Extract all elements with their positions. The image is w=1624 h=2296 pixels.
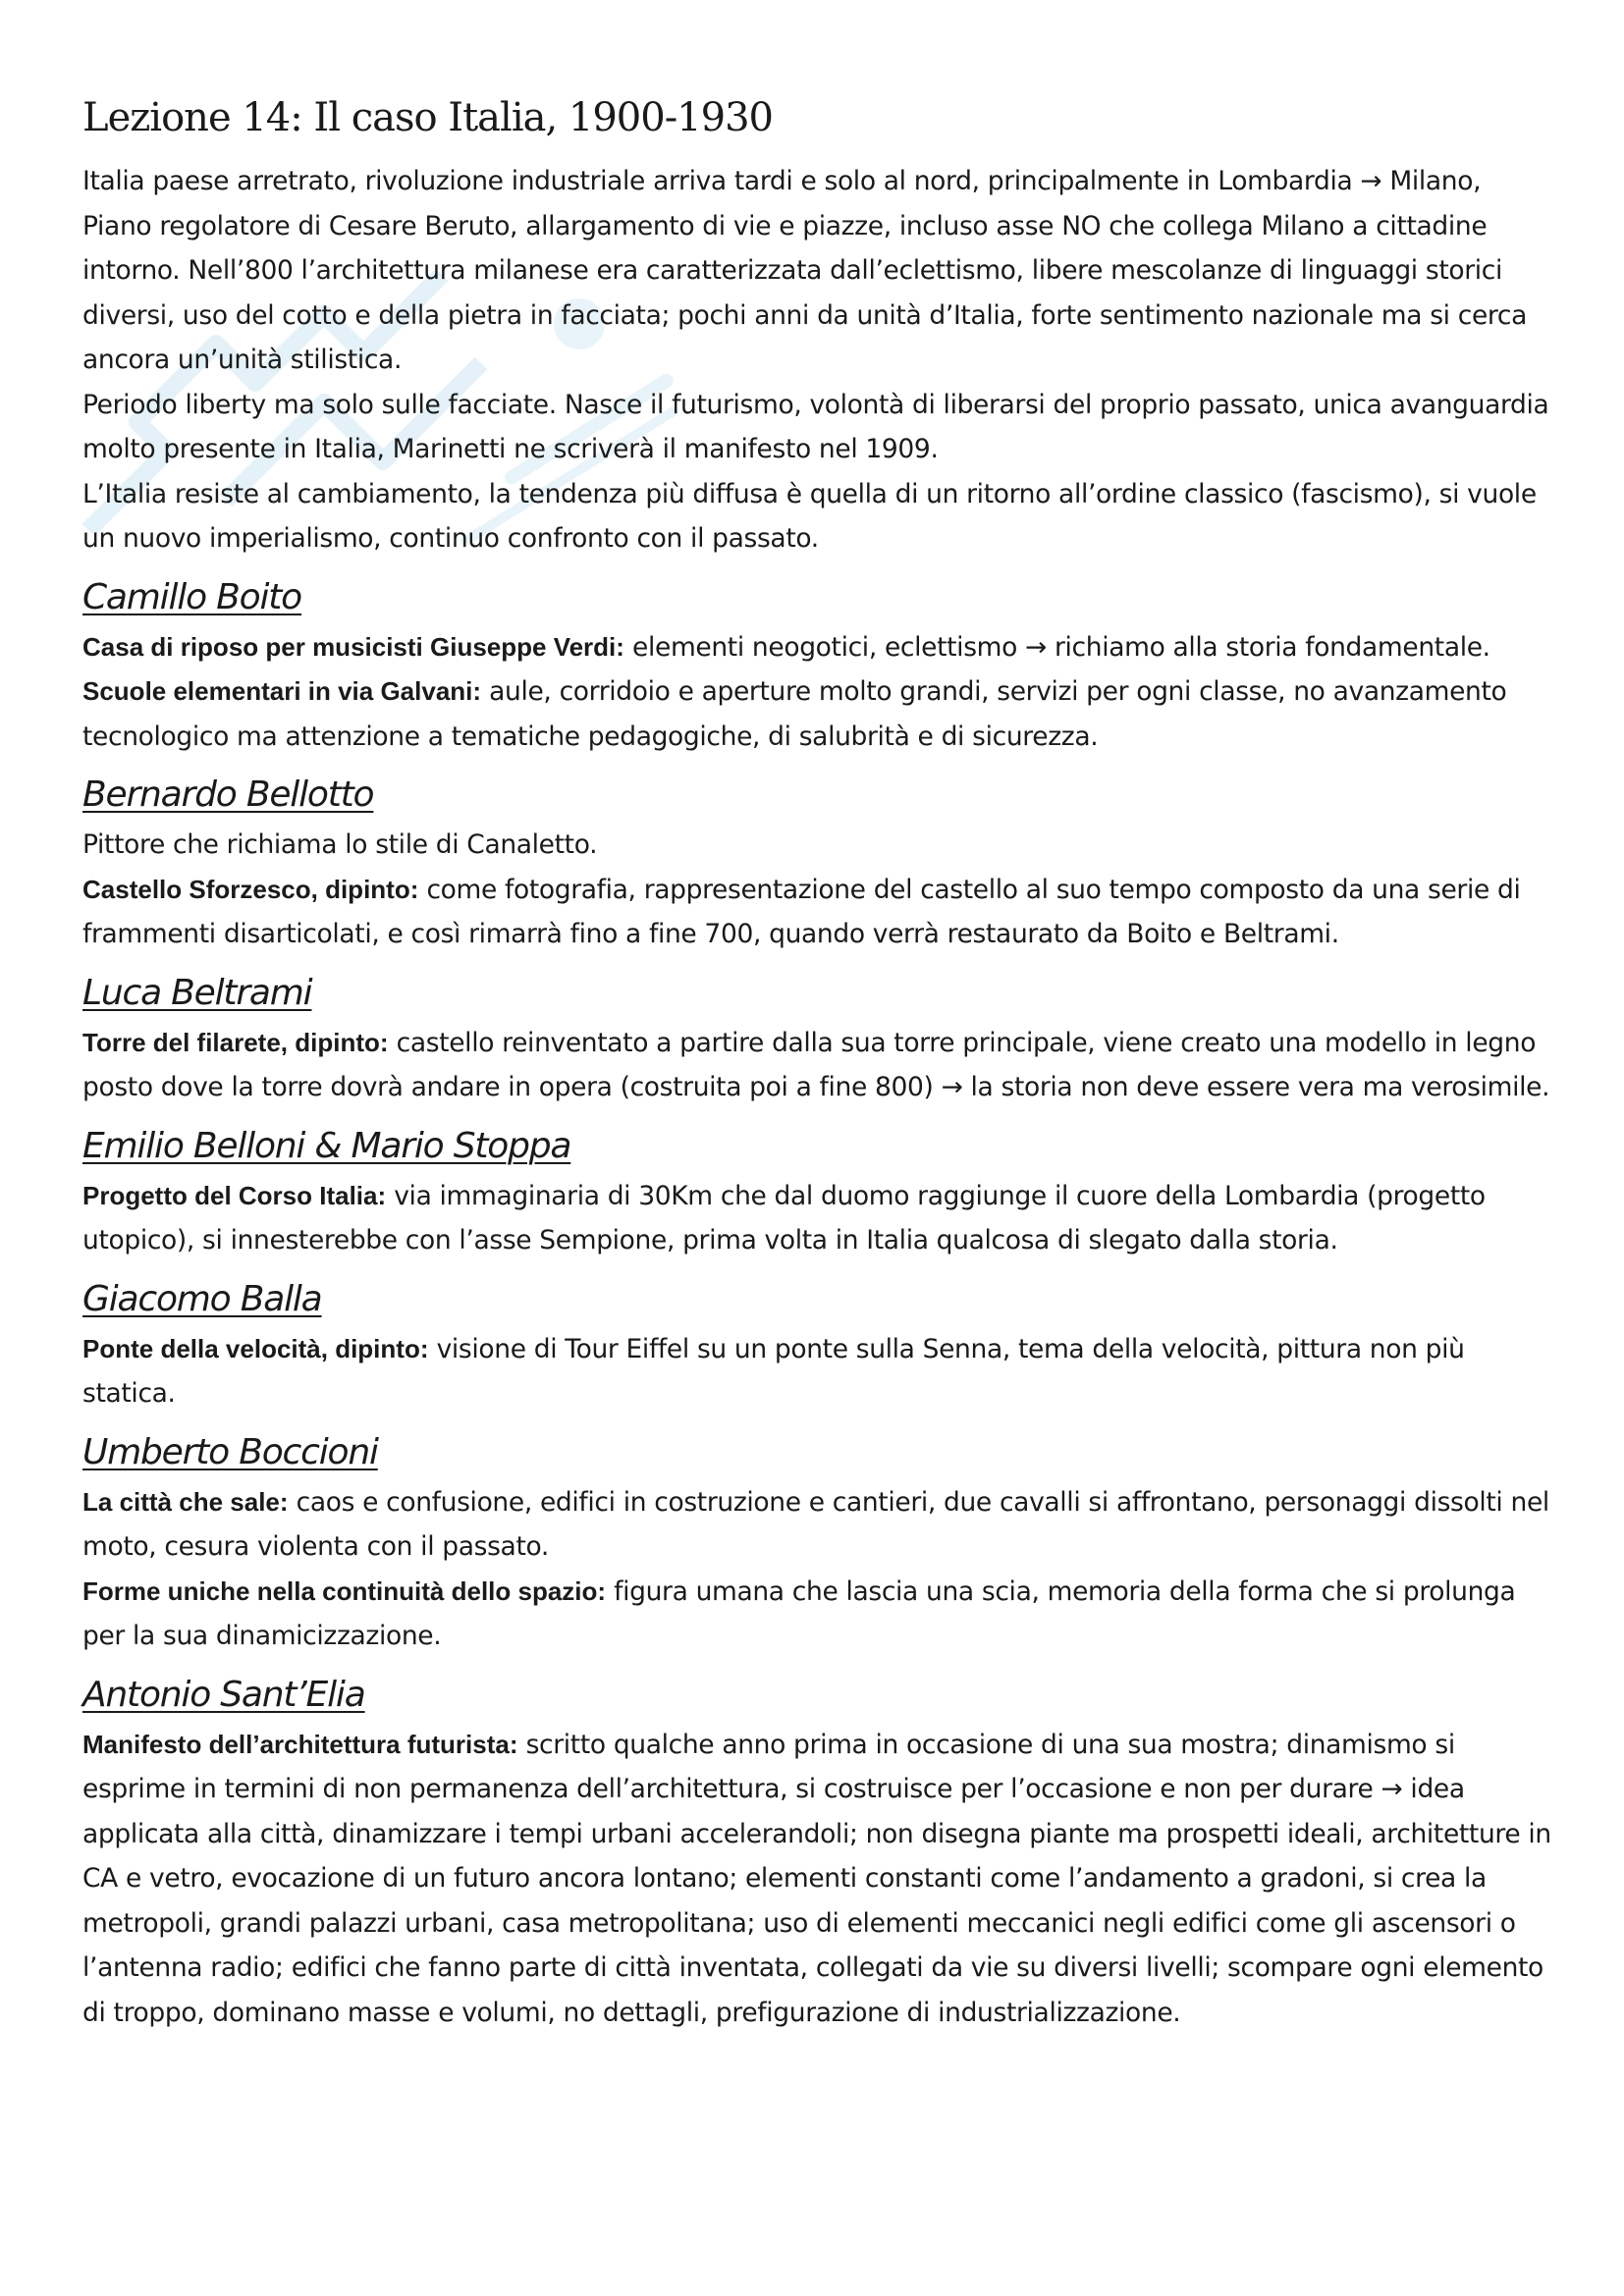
section-paragraph (82, 1327, 1555, 1416)
section-heading: Umberto Boccioni (82, 1431, 378, 1472)
section-umberto-boccioni (82, 1430, 1555, 1659)
work-label: La città che sale: (82, 1486, 289, 1517)
work-text: via immaginaria di 30Km che dal duomo raggiunge il cuore della Lombardia (progetto utopico), si innesterebbe con l’asse Sempione, prima volta in Italia qualcosa di slegato dalla storia. (82, 1180, 1486, 1255)
work-label: Scuole elementari in via Galvani: (82, 676, 482, 706)
section-paragraph (82, 1480, 1555, 1570)
work-label: Manifesto dell’architettura futurista: (82, 1729, 518, 1759)
work-label: Progetto del Corso Italia: (82, 1180, 387, 1210)
section-paragraph (82, 1723, 1555, 2036)
section-paragraph (82, 1570, 1555, 1659)
section-paragraph (82, 625, 1555, 670)
section-heading: Camillo Boito (82, 576, 302, 617)
work-text: aule, corridoio e aperture molto grandi, servizi per ogni classe, no avanzamento tecnologico ma attenzione a tematiche pedagogiche, di salubrità e di sicurezza. (82, 676, 1507, 752)
section-belloni-stoppa (82, 1124, 1555, 1263)
work-text: castello reinventato a partire dalla sua torre principale, viene creato una modello in legno posto dove la torre dovrà andare in opera (costruita poi a fine 800) → la storia non deve essere vera ma verosimile. (82, 1027, 1550, 1102)
work-label: Forme uniche nella continuità dello spazio: (82, 1575, 607, 1606)
work-label: Ponte della velocità, dipinto: (82, 1333, 429, 1363)
work-label: Castello Sforzesco, dipinto: (82, 874, 419, 904)
work-text: scritto qualche anno prima in occasione di una sua mostra; dinamismo si esprime in termini di non permanenza dell’architettura, si costruisce per l’occasione e non per durare → idea applicata alla città, dinamizzare i tempi urbani accelerandoli; non disegna piante ma prospetti ideali, architetture in CA e vetro, evocazione di un futuro ancora lontano; elementi constanti come l’andamento a gradoni, si crea la metropoli, grandi palazzi urbani, casa metropolitana; uso di elementi meccanici negli edifici come gli ascensori o l’antenna radio; edifici che fanno parte di città inventata, collegati da vie su diversi livelli; scompare ogni elemento di troppo, dominano masse e volumi, no dettagli, prefigurazione di industrializzazione. (82, 1729, 1551, 2028)
work-text: elementi neogotici, eclettismo → richiamo alla storia fondamentale. (623, 631, 1490, 663)
work-text: caos e confusione, edifici in costruzione e cantieri, due cavalli si affrontano, personaggi dissolti nel moto, cesura violenta con il passato. (82, 1486, 1549, 1562)
work-text: figura umana che lascia una scia, memoria della forma che si prolunga per la sua dinamicizzazione. (82, 1575, 1516, 1651)
work-text: Pittore che richiama lo stile di Canaletto. (82, 829, 598, 860)
section-paragraph (82, 1021, 1555, 1110)
intro-paragraph: Periodo liberty ma solo sulle facciate. Nasce il futurismo, volontà di liberarsi del proprio passato, unica avanguardia molto presente in Italia, Marinetti ne scriverà il manifesto nel 1909. (82, 389, 1549, 464)
work-label: Torre del filarete, dipinto: (82, 1027, 389, 1057)
intro (82, 159, 1555, 561)
section-antonio-santelia (82, 1673, 1555, 2036)
document-page (82, 94, 1555, 2035)
work-text: come fotografia, rappresentazione del castello al suo tempo composto da una serie di frammenti disarticolati, e così rimarrà fino a fine 700, quando verrà restaurato da Boito e Beltrami. (82, 874, 1521, 949)
section-giacomo-balla (82, 1277, 1555, 1416)
section-luca-beltrami (82, 971, 1555, 1110)
page-title: Lezione 14: Il caso Italia, 1900-1930 (82, 95, 773, 140)
section-heading: Emilio Belloni & Mario Stoppa (82, 1125, 571, 1166)
section-heading: Bernardo Bellotto (82, 774, 374, 815)
work-text: visione di Tour Eiffel su un ponte sulla Senna, tema della velocità, pittura non più statica. (82, 1333, 1465, 1409)
intro-paragraph: Italia paese arretrato, rivoluzione industriale arriva tardi e solo al nord, principalmente in Lombardia → Milano, Piano regolatore di Cesare Beruto, allargamento di vie e piazze, incluso asse NO che collega Milano a cittadine intorno. Nell’800 l’architettura milanese era caratterizzata dall’eclettismo, libere mescolanze di linguaggi storici diversi, uso del cotto e della pietra in facciata; pochi anni da unità d’Italia, forte sentimento nazionale ma si cerca ancora un’unità stilistica. (82, 166, 1527, 375)
section-heading: Antonio Sant’Elia (82, 1674, 365, 1715)
section-bernardo-bellotto (82, 773, 1555, 957)
section-heading: Giacomo Balla (82, 1278, 322, 1319)
intro-paragraph: L’Italia resiste al cambiamento, la tendenza più diffusa è quella di un ritorno all’ordine classico (fascismo), si vuole un nuovo imperialismo, continuo confronto con il passato. (82, 478, 1537, 554)
section-paragraph (82, 868, 1555, 957)
section-paragraph (82, 823, 1555, 868)
work-label: Casa di riposo per musicisti Giuseppe Verdi: (82, 631, 624, 662)
section-paragraph (82, 669, 1555, 759)
section-heading: Luca Beltrami (82, 972, 312, 1013)
section-paragraph (82, 1174, 1555, 1263)
section-camillo-boito (82, 575, 1555, 760)
